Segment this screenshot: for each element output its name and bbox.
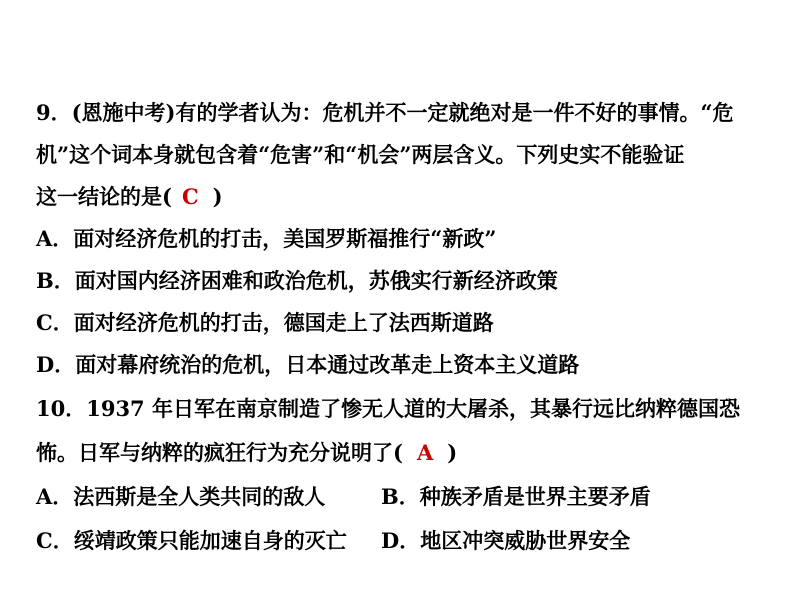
q10-options-row-1 bbox=[36, 480, 756, 514]
q9-close-paren: ) bbox=[212, 184, 223, 209]
q10-option-b: B．种族矛盾是世界主要矛盾 bbox=[381, 484, 651, 509]
q9-line-1: 9．(恩施中考)有的学者认为：危机并不一定就绝对是一件不好的事情。“危 bbox=[36, 100, 734, 125]
q9-stem-end: 这一结论的是( bbox=[36, 184, 172, 209]
q9-option-b: B．面对国内经济困难和政治危机，苏俄实行新经济政策 bbox=[36, 268, 558, 293]
q10-option-c: C．绥靖政策只能加速自身的灭亡 bbox=[36, 528, 347, 553]
q9-line-3 bbox=[36, 180, 223, 214]
q10-stem-end: 怖。日军与纳粹的疯狂行为充分说明了( bbox=[36, 440, 403, 465]
q10-answer: A bbox=[416, 440, 434, 465]
q9-answer: C bbox=[181, 184, 199, 209]
q10-line-2 bbox=[36, 436, 457, 470]
q9-line-2: 机”这个词本身就包含着“危害”和“机会”两层含义。下列史实不能验证 bbox=[36, 142, 685, 167]
q10-close-paren: ) bbox=[447, 440, 458, 465]
q10-option-d: D．地区冲突威胁世界安全 bbox=[381, 528, 631, 553]
q10-line-1: 10．1937 年日军在南京制造了惨无人道的大屠杀，其暴行远比纳粹德国恐 bbox=[36, 396, 740, 421]
q10-options-row-2 bbox=[36, 524, 756, 558]
q9-option-c: C．面对经济危机的打击，德国走上了法西斯道路 bbox=[36, 310, 494, 335]
q9-option-d: D．面对幕府统治的危机，日本通过改革走上资本主义道路 bbox=[36, 352, 580, 377]
q9-option-a: A．面对经济危机的打击，美国罗斯福推行“新政” bbox=[36, 226, 497, 251]
q10-option-a: A．法西斯是全人类共同的敌人 bbox=[36, 484, 326, 509]
